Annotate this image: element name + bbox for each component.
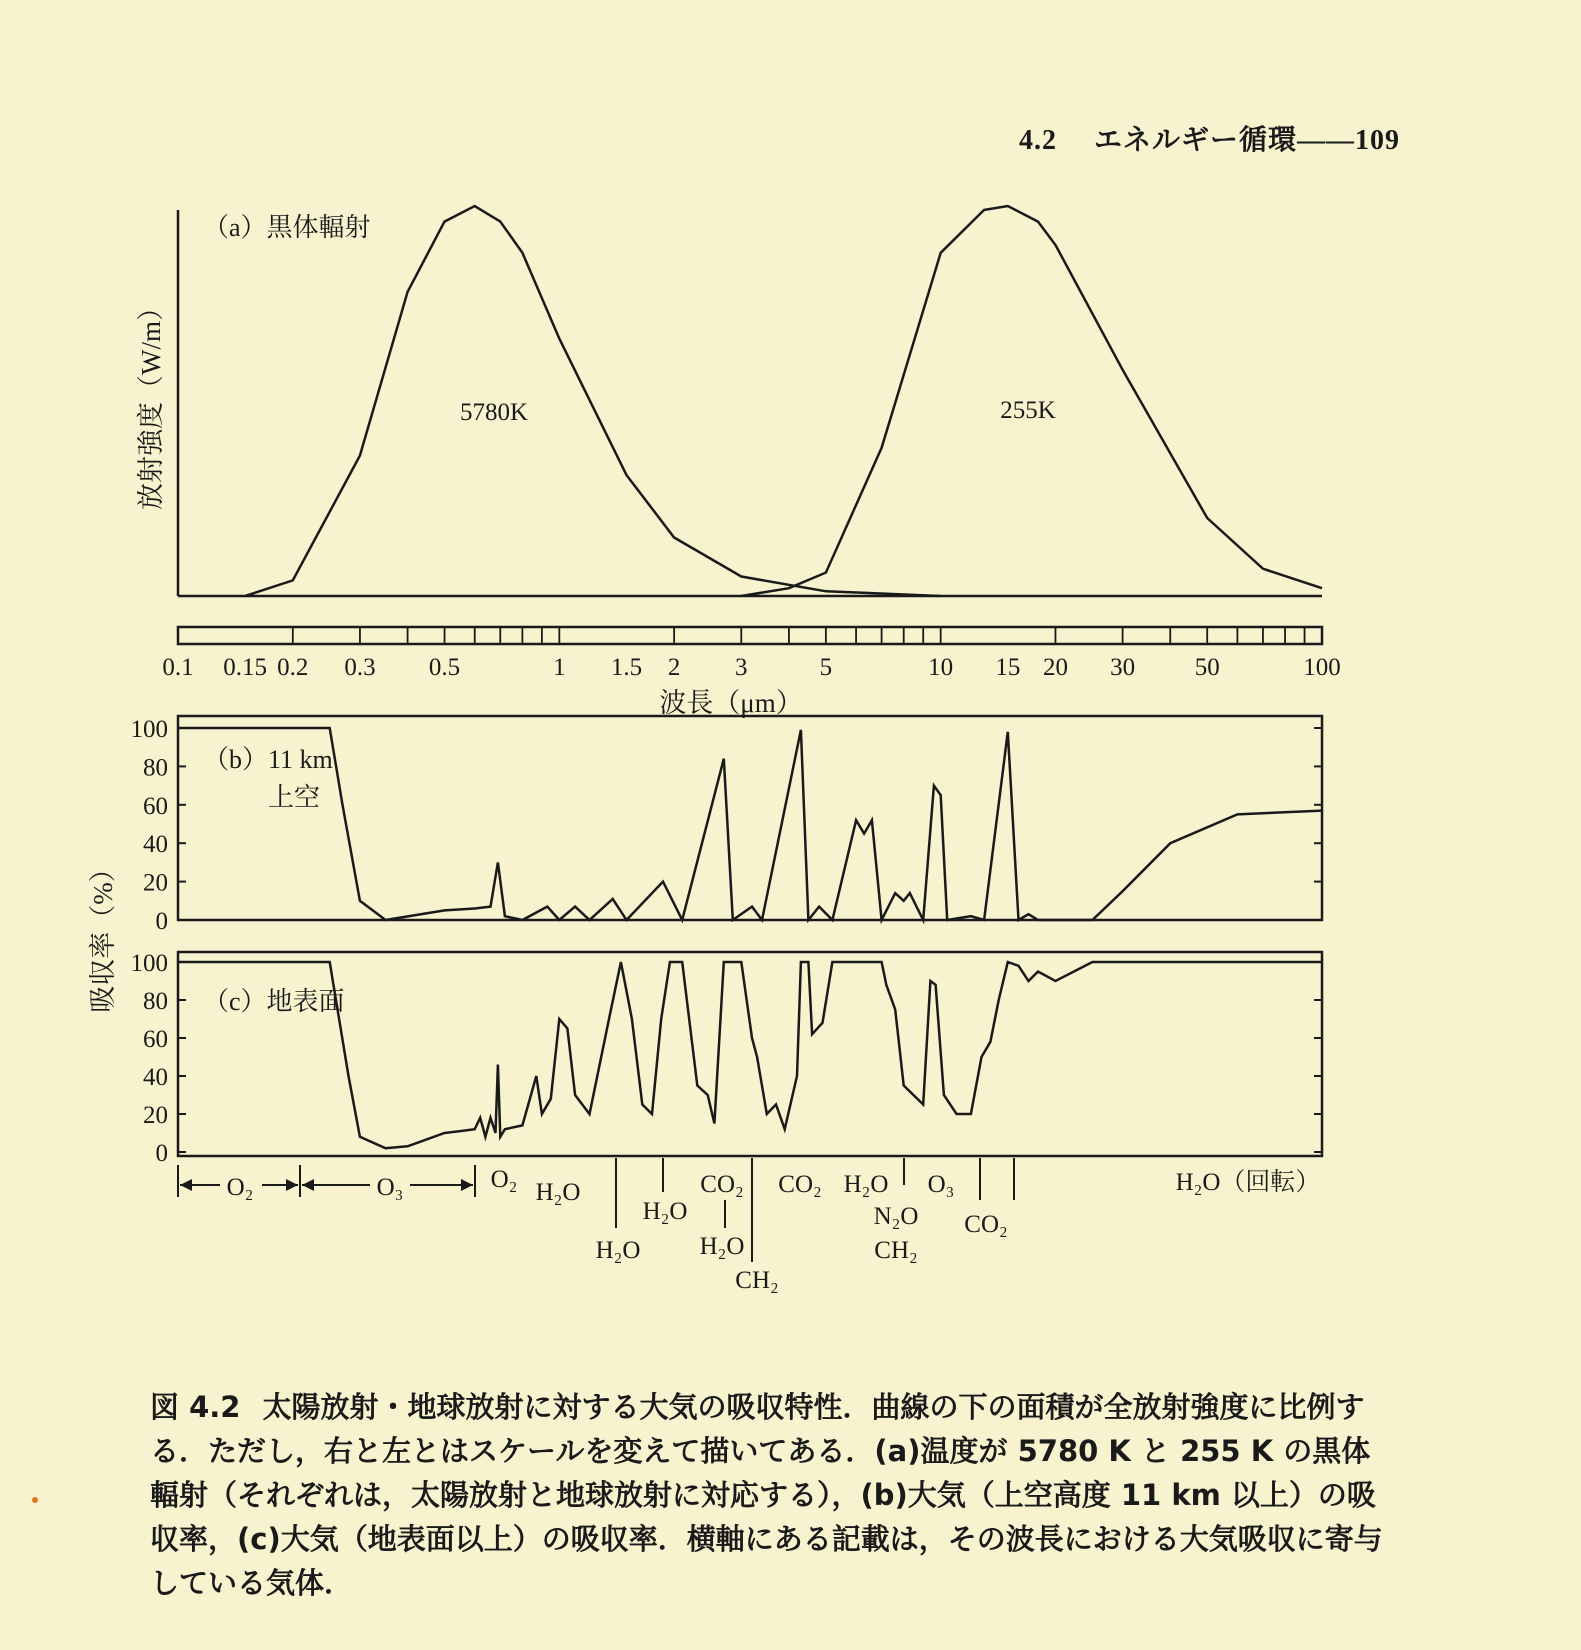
x-tick-label: 1 xyxy=(553,654,566,681)
gas-label-h2o-1: H₂O xyxy=(535,1179,581,1206)
panel-c-ytick-label-80: 80 xyxy=(143,988,168,1015)
x-tick-label: 100 xyxy=(1303,654,1341,681)
panel-b-ytick-label-80: 80 xyxy=(143,754,168,782)
gas-label-co2-3: CO₂ xyxy=(964,1211,1008,1238)
curve-5780k xyxy=(245,206,941,596)
gas-label-o3-band: O₃ xyxy=(376,1174,404,1201)
series-label-5780k: 5780K xyxy=(459,399,529,426)
gas-label-ch2-1: CH₂ xyxy=(735,1267,779,1294)
panel-c-label: （c）地表面 xyxy=(203,987,345,1016)
gas-annotations xyxy=(178,1158,1320,1294)
panel-b-ytick-label-40: 40 xyxy=(143,831,168,859)
panel-a-y-label: 放射強度（W/m） xyxy=(136,294,166,510)
section-number: 4.2 xyxy=(1018,125,1057,156)
x-tick-label: 5 xyxy=(819,654,833,681)
panel-b-sublabel: 上空 xyxy=(268,783,321,812)
gas-label-h2o-4: H₂O xyxy=(699,1233,745,1260)
gas-label-ch2-2: CH₂ xyxy=(874,1237,918,1264)
gas-label-o2-band: O₂ xyxy=(226,1174,254,1201)
curve-absorption-11km xyxy=(178,728,1322,920)
scale-bar-frame xyxy=(178,627,1322,644)
panel-b-ytick-label-60: 60 xyxy=(143,792,168,820)
x-tick-label: 50 xyxy=(1194,654,1220,681)
figure-caption xyxy=(150,1385,1390,1605)
x-tick-label: 0.5 xyxy=(428,654,461,681)
x-tick-label: 30 xyxy=(1110,654,1136,681)
series-label-255k: 255K xyxy=(1000,397,1056,424)
x-tick-label: 3 xyxy=(735,654,748,681)
panel-c-ytick-label-100: 100 xyxy=(130,950,168,977)
margin-mark xyxy=(32,1497,38,1503)
panel-c-ytick-label-60: 60 xyxy=(143,1026,168,1053)
section-title: エネルギー循環 xyxy=(1093,125,1297,156)
panel-b-ytick-label-100: 100 xyxy=(130,716,168,743)
panel-b-frame xyxy=(178,716,1322,920)
x-tick-label: 2 xyxy=(667,654,681,681)
x-tick-label: 1.5 xyxy=(610,654,643,681)
curve-absorption-surface xyxy=(178,962,1322,1148)
gas-label-h2o-2: H₂O xyxy=(595,1237,641,1264)
panel-b-ytick-label-0: 0 xyxy=(155,908,168,935)
panel-a-label: （a）黒体輻射 xyxy=(203,213,371,242)
gas-label-o2: O₂ xyxy=(490,1166,518,1193)
wavelength-scale-bar xyxy=(162,627,1340,718)
absorption-y-label: 吸収率（%） xyxy=(88,855,118,1013)
x-tick-label: 20 xyxy=(1042,654,1068,681)
panel-a-blackbody xyxy=(136,206,1322,596)
x-tick-label: 15 xyxy=(995,654,1021,681)
page-number: 109 xyxy=(1355,125,1400,156)
panel-c-y-ticks xyxy=(131,950,1323,1167)
caption-label: 図 4.2 xyxy=(150,1390,241,1424)
caption-text: 太陽放射・地球放射に対する大気の吸収特性．曲線の下の面積が全放射強度に比例する．ただし，右と左とはスケールを変えて描いてある．(a)温度が 5780 K と 255 K の黒体輻射（それぞれは，太陽放射と地球放射に対応する），(b)大気（上空高度 11 km 以上）の吸収率，(c)大気（地表面以上）の吸収率．横軸にある記載は，その波長における大気吸収に寄与している気体． xyxy=(150,1390,1383,1600)
panel-c-ytick-label-0: 0 xyxy=(155,1140,168,1167)
panel-b-ytick-label-20: 20 xyxy=(143,869,168,897)
panel-b-absorption-11km xyxy=(131,716,1323,935)
scale-bar-ticks xyxy=(293,627,1305,644)
gas-label-h2o-3: H₂O xyxy=(642,1198,688,1225)
gas-label-n2o: N₂O xyxy=(873,1203,919,1230)
gas-label-h2o-rotation: H₂O（回転） xyxy=(1175,1169,1321,1196)
x-tick-label: 0.15 xyxy=(223,654,268,681)
scale-bar-tick-labels xyxy=(162,654,1340,681)
panel-c-absorption-surface xyxy=(131,950,1323,1167)
panel-b-label: （b）11 km xyxy=(203,745,333,774)
x-axis-label: 波長（μm） xyxy=(659,688,803,718)
panel-c-ytick-label-40: 40 xyxy=(143,1064,168,1091)
x-tick-label: 0.1 xyxy=(162,654,194,681)
x-tick-label: 0.3 xyxy=(344,654,376,681)
x-tick-label: 0.2 xyxy=(277,654,309,681)
gas-label-h2o-5: H₂O xyxy=(843,1171,889,1198)
x-tick-label: 10 xyxy=(928,654,954,681)
panel-c-frame xyxy=(178,952,1322,1156)
gas-label-co2-2: CO₂ xyxy=(778,1171,822,1198)
panel-c-ytick-label-20: 20 xyxy=(143,1102,168,1129)
header-dash: —— xyxy=(1297,125,1355,156)
gas-label-co2-1: CO₂ xyxy=(700,1171,744,1198)
gas-label-o3: O₃ xyxy=(927,1171,955,1198)
